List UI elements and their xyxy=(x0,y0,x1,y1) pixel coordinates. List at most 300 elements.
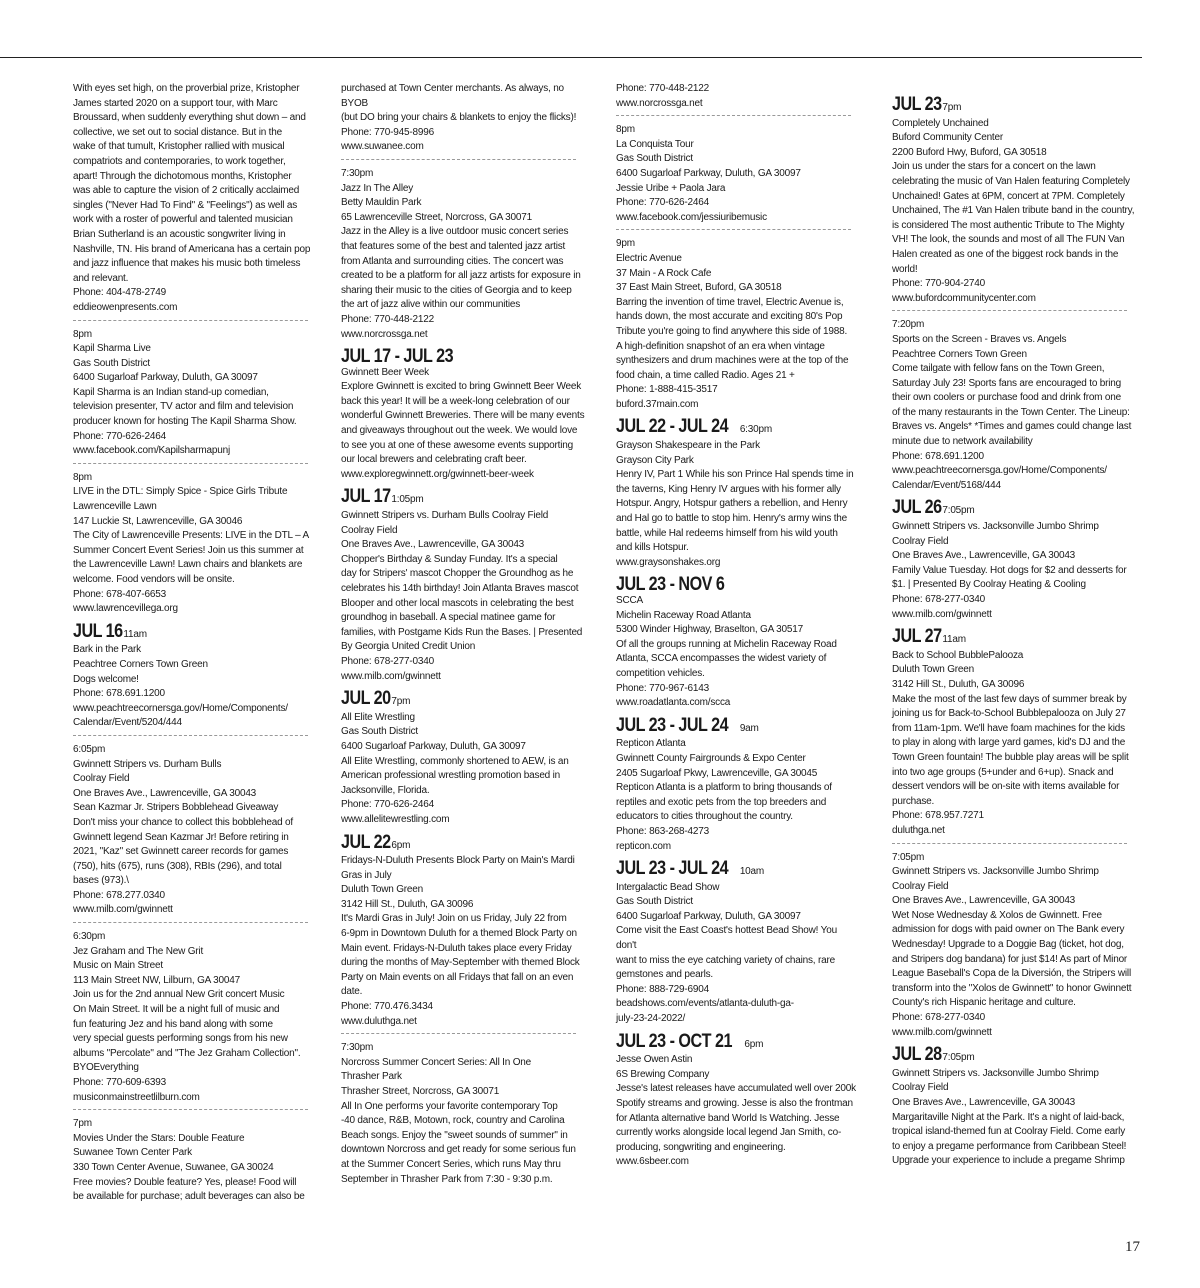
event-entry xyxy=(892,626,1146,838)
event-date: JUL 26 xyxy=(892,497,942,519)
event-text-line: to enjoy a pregame performance from Caribbean Steel! xyxy=(892,1140,1127,1152)
event-text-line: Jessie Uribe + Paola Jara xyxy=(616,182,726,194)
event-text-line: Phone: 770-448-2122 xyxy=(616,83,709,94)
event-text-line: American professional wrestling promotion based in xyxy=(341,770,561,782)
event-text-line: and kills Hotspur. xyxy=(616,542,689,554)
event-text-line: be available for purchase; adult beverages can also be xyxy=(73,1191,305,1203)
event-date: JUL 23 - JUL 24 xyxy=(616,714,729,736)
event-text-line: Suwanee Town Center Park xyxy=(73,1147,192,1159)
event-text-line: Spotify streams and growing. Jesse is also the frontman xyxy=(616,1098,853,1109)
entry-separator xyxy=(341,1033,576,1034)
event-entry xyxy=(73,1117,313,1205)
event-date: JUL 23 - OCT 21 xyxy=(616,1030,732,1052)
entry-separator xyxy=(73,922,308,923)
event-text-line: is considered The most authentic Tribute to The Mighty xyxy=(892,219,1125,231)
event-text-line: Town Green fountain! The bubble play areas will be split xyxy=(892,751,1129,763)
event-text-line: for Atlanta alternative band World Is Watching. Jesse xyxy=(616,1112,840,1124)
event-time: 7pm xyxy=(391,696,411,708)
event-entry xyxy=(616,416,856,570)
event-text-line: James started 2020 on a support tour, with Marc xyxy=(73,97,278,109)
event-text-line: currently works alongside local legend Jan Smith, co- xyxy=(616,1127,842,1139)
event-time: 6:30pm xyxy=(739,424,772,436)
event-text-line: Jesse's latest releases have accumulated well over 200k xyxy=(616,1083,856,1095)
event-text-line: www.milb.com/gwinnett xyxy=(892,608,992,620)
event-text-line: and jazz influence that makes his music both timeless xyxy=(73,258,301,270)
entry-separator xyxy=(616,115,851,116)
event-text-line: Coolray Field xyxy=(892,535,949,547)
event-text-line: joining us for Back-to-School Bubblepalooza on July 27 xyxy=(892,708,1126,720)
event-text-line: and giveaways throughout out the week. We would love xyxy=(341,425,578,437)
event-date-heading xyxy=(616,416,856,438)
event-text-line: All In One performs your favorite contemporary Top xyxy=(341,1100,558,1112)
event-entry xyxy=(73,930,313,1105)
event-text-line: Phone: 770-448-2122 xyxy=(341,313,434,325)
event-time: 7pm xyxy=(942,102,962,113)
event-text-line: 3142 Hill St., Duluth, GA 30096 xyxy=(341,898,474,910)
event-text-line: and Hal go to battle to stop him. Henry's army wins the xyxy=(616,513,848,525)
event-text-line: Free movies? Double feature? Yes, please! Food will xyxy=(73,1176,297,1188)
event-text-line: Jesse Owen Astin xyxy=(616,1054,693,1066)
top-rule xyxy=(0,57,1142,58)
event-text-line: transform into the "Xolos de Gwinnett" to honor Gwinnett xyxy=(892,982,1132,994)
event-text-line: collective, we set out to social distance. But in the xyxy=(73,126,282,138)
event-text-line: Repticon Atlanta xyxy=(616,738,686,750)
column-2 xyxy=(341,82,593,1187)
entry-separator xyxy=(892,843,1127,844)
event-text-line: Grayson City Park xyxy=(616,454,694,466)
event-text-line: admission for dogs with paid owner on The Bank every xyxy=(892,924,1125,936)
event-text-line: www.peachtreecornersga.gov/Home/Components/ xyxy=(73,702,288,714)
event-text-line: Gas South District xyxy=(73,357,150,369)
event-text-line: www.graysonshakes.org xyxy=(616,556,721,568)
event-text-line: the Lawrenceville Lawn! Lawn chairs and blankets are xyxy=(73,559,303,571)
event-date: JUL 23 - JUL 24 xyxy=(616,858,729,880)
event-date: JUL 16 xyxy=(73,620,123,642)
event-entry xyxy=(341,688,593,827)
event-text-line: Lawrenceville Lawn xyxy=(73,501,157,513)
event-text-line: Halen created as one of the biggest rock bands in the xyxy=(892,248,1119,260)
event-date-heading xyxy=(341,688,593,710)
event-text-line: Upgrade your experience to include a pregame Shrimp xyxy=(892,1155,1125,1167)
event-text-line: www.milb.com/gwinnett xyxy=(341,670,441,682)
event-text-line: 330 Town Center Avenue, Suwanee, GA 30024 xyxy=(73,1161,274,1173)
event-text-line: dessert vendors will be on-site with items available for xyxy=(892,781,1120,793)
event-entry xyxy=(341,831,593,1030)
event-text-line: (but DO bring your chairs & blankets to enjoy the flicks)! xyxy=(341,112,577,124)
event-text-line: 113 Main Street NW, Lilburn, GA 30047 xyxy=(73,974,240,986)
event-text-line: bases (973).\ xyxy=(73,875,129,887)
event-entry xyxy=(73,328,313,459)
event-text-line: sharing their music to the cities of Georgia and to keep xyxy=(341,284,572,296)
event-text-line: Phone: 678.957.7271 xyxy=(892,810,984,822)
event-text-line: created to be a platform for all jazz artists for exposure in xyxy=(341,270,581,282)
event-text-line: 9pm xyxy=(616,238,635,250)
event-date: JUL 23 xyxy=(892,94,942,115)
event-text-line: One Braves Ave., Lawrenceville, GA 30043 xyxy=(892,1097,1076,1108)
event-text-line: Electric Avenue xyxy=(616,252,682,264)
event-text-line: Gwinnett Stripers vs. Jacksonville Jumbo Shrimp xyxy=(892,521,1099,533)
event-text-line: 6400 Sugarloaf Parkway, Duluth, GA 30097 xyxy=(616,910,801,922)
event-text-line: world! xyxy=(892,263,918,275)
event-text-line: Phone: 770-626-2464 xyxy=(616,197,709,209)
event-entry xyxy=(892,318,1146,493)
event-entry xyxy=(892,497,1146,622)
entry-separator xyxy=(73,735,308,736)
event-text-line: Fridays-N-Duluth Presents Block Party on Main's Mardi xyxy=(341,855,575,867)
event-text-line: www.milb.com/gwinnett xyxy=(892,1026,992,1038)
event-entry xyxy=(616,123,856,225)
event-text-line: wonderful Gwinnett Breweries. There will be many events xyxy=(341,410,585,422)
event-text-line: celebrating the music of Van Halen featuring Completely xyxy=(892,175,1130,187)
event-text-line: singles ("Never Had To Find" & "Feelings") as well as xyxy=(73,199,298,211)
event-entry xyxy=(616,574,856,710)
event-text-line: reptiles and exotic pets from the top breeders and xyxy=(616,796,827,808)
event-date-heading xyxy=(616,714,856,737)
event-text-line: the taverns, King Henry IV argues with his former ally xyxy=(616,483,841,495)
event-text-line: Jazz In The Alley xyxy=(341,182,414,194)
event-text-line: One Braves Ave., Lawrenceville, GA 30043 xyxy=(892,550,1076,562)
event-text-line: families, with Postgame Kids Run the Bases. | Presented xyxy=(341,626,583,638)
event-date-heading xyxy=(73,620,313,643)
event-text-line: apart! Through the dichotomous months, Kristopher xyxy=(73,170,292,182)
event-text-line: Intergalactic Bead Show xyxy=(616,881,720,893)
event-entry xyxy=(892,94,1146,306)
event-text-line: welcome. Food vendors will be onsite. xyxy=(73,574,235,585)
event-text-line: 37 East Main Street, Buford, GA 30518 xyxy=(616,282,782,294)
event-text-line: LIVE in the DTL: Simply Spice - Spice Girls Tribute xyxy=(73,486,288,498)
event-text-line: 8pm xyxy=(616,124,635,136)
event-text-line: Explore Gwinnett is excited to bring Gwinnett Beer Week xyxy=(341,381,582,393)
entry-separator xyxy=(73,320,308,321)
event-text-line: Gwinnett Stripers vs. Durham Bulls xyxy=(73,758,222,770)
entry-separator xyxy=(341,159,576,160)
event-text-line: Phone: 404-478-2749 xyxy=(73,287,166,299)
event-entry xyxy=(616,1030,856,1170)
entry-separator xyxy=(892,310,1127,311)
event-text-line: Repticon Atlanta is a platform to bring thousands of xyxy=(616,782,832,794)
column-1 xyxy=(73,82,313,1205)
event-time: 6pm xyxy=(391,839,411,851)
event-text-line: Atlanta, SCCA encompasses the widest variety of xyxy=(616,653,827,665)
event-text-line: Sports on the Screen - Braves vs. Angels xyxy=(892,333,1067,345)
event-text-line: It's Mardi Gras in July! Join on us Friday, July 22 from xyxy=(341,913,567,925)
column-4 xyxy=(892,94,1146,1169)
event-text-line: 8pm xyxy=(73,328,92,340)
event-text-line: from 11am-1pm. We'll have foam machines for the kids xyxy=(892,722,1125,734)
event-text-line: Bark in the Park xyxy=(73,644,141,656)
event-text-line: television presenter, TV actor and film and television xyxy=(73,401,294,413)
event-text-line: Don't miss your chance to collect this bobblehead of xyxy=(73,816,293,828)
event-text-line: SCCA xyxy=(616,595,643,606)
event-text-line: Nashville, TN. His brand of Americana has a certain pop xyxy=(73,243,311,255)
event-text-line: synthesizers and drum machines were at the top of the xyxy=(616,355,849,367)
event-text-line: Back to School BubblePalooza xyxy=(892,649,1024,661)
event-text-line: Gwinnett Stripers vs. Jacksonville Jumbo Shrimp xyxy=(892,866,1099,878)
event-text-line: BYOEverything xyxy=(73,1062,139,1074)
event-text-line: www.exploregwinnett.org/gwinnett-beer-week xyxy=(341,468,534,480)
event-text-line: Gras in July xyxy=(341,869,392,881)
event-text-line: 7:20pm xyxy=(892,319,925,331)
event-text-line: work with a roster of powerful and talented musician xyxy=(73,214,293,226)
event-text-line: Kapil Sharma Live xyxy=(73,343,151,355)
event-text-line: Come visit the East Coast's hottest Bead Show! You don't xyxy=(616,925,840,952)
event-text-line: 7pm xyxy=(73,1118,92,1130)
event-date: JUL 28 xyxy=(892,1044,942,1066)
event-date-heading xyxy=(341,486,593,508)
event-text-line: Music on Main Street xyxy=(73,960,163,972)
event-time: 1:05pm xyxy=(391,494,424,506)
event-text-line: Peachtree Corners Town Green xyxy=(73,658,208,670)
event-text-line: A high-definition snapshot of an era when vintage xyxy=(616,340,825,352)
event-text-line: Gas South District xyxy=(616,896,693,908)
event-text-line: Buford Community Center xyxy=(892,132,1004,144)
event-text-line: Phone: 678.691.1200 xyxy=(892,450,984,462)
event-text-line: Unchained, The #1 Van Halen tribute band in the country, xyxy=(892,205,1135,217)
event-text-line: the art of jazz alive within our communities xyxy=(341,299,521,311)
event-text-line: tropical island-themed fun at Coolray Field. Come early xyxy=(892,1126,1125,1138)
event-text-line: Phone: 770-609-6393 xyxy=(73,1077,166,1088)
event-text-line: and relevant. xyxy=(73,272,129,284)
event-date: JUL 22 xyxy=(341,831,391,853)
event-text-line: to see you at one of these awesome events supporting xyxy=(341,439,573,451)
event-text-line: Phone: 770-967-6143 xyxy=(616,682,709,694)
event-text-line: producer known for hosting The Kapil Sharma Show. xyxy=(73,416,297,428)
event-time: 10am xyxy=(739,866,765,878)
event-text-line: that features some of the best and talented jazz artist xyxy=(341,240,566,252)
event-entry xyxy=(341,82,593,155)
event-text-line: july-23-24-2022/ xyxy=(616,1013,686,1025)
event-text-line: 2021, "Kaz" set Gwinnett career records for games xyxy=(73,846,289,858)
event-text-line: Saturday July 23! Sports fans are encouraged to bring xyxy=(892,377,1121,389)
event-text-line: Come tailgate with fellow fans on the Town Green, xyxy=(892,363,1105,375)
event-text-line: back this year! It will be a week-long celebration of our xyxy=(341,395,570,407)
event-text-line: repticon.com xyxy=(616,840,671,852)
event-text-line: 147 Luckie St, Lawrenceville, GA 30046 xyxy=(73,515,243,527)
event-text-line: our local brewers and celebrating craft beer. xyxy=(341,454,527,466)
event-text-line: www.duluthga.net xyxy=(341,1015,417,1027)
event-text-line: Gwinnett Stripers vs. Durham Bulls Coolray Field xyxy=(341,510,549,522)
event-entry xyxy=(73,743,313,918)
event-text-line: Phone: 770-626-2464 xyxy=(73,430,166,442)
event-date-heading xyxy=(892,497,1146,519)
event-text-line: Coolray Field xyxy=(341,524,398,536)
event-text-line: groundhog in baseball. A special matinee game for xyxy=(341,612,556,624)
page-number: 17 xyxy=(1125,1239,1140,1255)
event-text-line: Coolray Field xyxy=(892,880,949,892)
event-text-line: 6:30pm xyxy=(73,931,106,943)
event-date: JUL 22 - JUL 24 xyxy=(616,416,729,438)
event-text-line: Calendar/Event/5168/444 xyxy=(892,479,1001,491)
event-text-line: producing, songwriting and engineering. xyxy=(616,1141,786,1153)
event-text-line: date. xyxy=(341,986,363,998)
event-text-line: to play in along with large yard games, kid's DJ and the xyxy=(892,737,1126,749)
event-text-line: of the many restaurants in the Town Center. The Lineup: xyxy=(892,406,1130,418)
event-text-line: Phone: 770-945-8996 xyxy=(341,126,434,138)
event-text-line: Party on Main events on all Fridays that fall on an even xyxy=(341,971,574,983)
event-text-line: www.facebook.com/jessiuribemusic xyxy=(616,211,767,223)
event-text-line: www.lawrencevillega.org xyxy=(73,603,178,615)
event-text-line: 6-9pm in Downtown Duluth for a themed Block Party on xyxy=(341,928,577,940)
event-entry xyxy=(616,858,856,1027)
event-text-line: Gas South District xyxy=(616,153,693,165)
event-date-heading xyxy=(892,626,1146,648)
event-text-line: Unchained! Gates at 6PM, concert at 7PM. Completely xyxy=(892,190,1125,202)
event-entry xyxy=(73,471,313,617)
event-text-line: at the Summer Concert Series, which runs May thru xyxy=(341,1158,561,1170)
event-text-line: www.roadatlanta.com/scca xyxy=(616,697,731,709)
event-text-line: Betty Mauldin Park xyxy=(341,197,422,209)
event-text-line: Barring the invention of time travel, Electric Avenue is, xyxy=(616,296,844,308)
event-entry xyxy=(892,1044,1146,1169)
event-text-line: hands down, the most accurate and exciting 80's Pop xyxy=(616,311,843,323)
event-text-line: www.norcrossga.net xyxy=(616,97,703,109)
event-text-line: La Conquista Tour xyxy=(616,138,694,150)
event-text-line: Peachtree Corners Town Green xyxy=(892,348,1027,360)
event-text-line: competition vehicles. xyxy=(616,667,705,679)
event-date-heading xyxy=(341,346,593,368)
event-text-line: www.peachtreecornersga.gov/Home/Components/ xyxy=(892,465,1107,477)
event-date-heading xyxy=(616,574,856,596)
event-text-line: Join us under the stars for a concert on the lawn xyxy=(892,161,1096,173)
event-entry xyxy=(73,82,313,316)
event-text-line: celebrates his 14th birthday! Join Atlanta Braves mascot xyxy=(341,583,579,594)
event-text-line: musiconmainstreetlilburn.com xyxy=(73,1091,200,1103)
event-text-line: By Georgia United Credit Union xyxy=(341,641,476,653)
event-text-line: Broussard, when suddenly everything shut down – and xyxy=(73,112,306,124)
event-text-line: Phone: 678-407-6653 xyxy=(73,588,166,600)
event-date: JUL 23 - NOV 6 xyxy=(616,574,725,596)
event-text-line: Jez Graham and The New Grit xyxy=(73,945,204,957)
event-date: JUL 27 xyxy=(892,626,942,648)
event-text-line: from Atlanta and surrounding cities. The concert was xyxy=(341,255,564,267)
event-text-line: VH! The look, the sounds and most of all The FUN Van xyxy=(892,234,1125,246)
event-text-line: The City of Lawrenceville Presents: LIVE in the DTL – A xyxy=(73,530,309,542)
event-entry xyxy=(616,82,856,111)
event-time: 7:05pm xyxy=(942,505,975,517)
event-text-line: food chain, a time called Radio. Ages 21 + xyxy=(616,369,795,381)
event-text-line: 6:05pm xyxy=(73,743,106,755)
event-text-line: Coolray Field xyxy=(73,773,130,785)
event-text-line: 6400 Sugarloaf Parkway, Duluth, GA 30097 xyxy=(341,740,526,752)
event-text-line: 6400 Sugarloaf Parkway, Duluth, GA 30097 xyxy=(73,372,258,384)
event-text-line: Wet Nose Wednesday & Xolos de Gwinnett. Free xyxy=(892,909,1102,921)
event-text-line: gemstones and pearls. xyxy=(616,969,713,981)
event-text-line: 7:05pm xyxy=(892,851,925,863)
event-text-line: duluthga.net xyxy=(892,824,945,836)
event-text-line: -40 dance, R&B, Motown, rock, country and Carolina xyxy=(341,1115,565,1127)
event-text-line: was able to capture the vision of 2 critically acclaimed xyxy=(73,185,300,197)
entry-separator xyxy=(73,463,308,464)
event-text-line: fun featuring Jez and his band along with some xyxy=(73,1018,273,1030)
event-text-line: 6400 Sugarloaf Parkway, Duluth, GA 30097 xyxy=(616,167,801,179)
event-text-line: Norcross Summer Concert Series: All In One xyxy=(341,1056,531,1068)
event-time: 6pm xyxy=(744,1038,764,1050)
event-text-line: Phone: 1-888-415-3517 xyxy=(616,384,718,396)
event-text-line: and Stripers dog bandana) for just $14! As part of Minor xyxy=(892,953,1128,965)
entry-separator xyxy=(616,229,851,230)
event-text-line: www.suwanee.com xyxy=(341,141,424,153)
event-text-line: www.allelitewrestling.com xyxy=(341,813,450,825)
event-entry xyxy=(341,1041,593,1187)
event-entry xyxy=(341,486,593,684)
event-text-line: Wednesday! Upgrade to a Doggie Bag (ticket, hot dog, xyxy=(892,939,1124,951)
event-entry xyxy=(341,167,593,342)
event-text-line: Jacksonville, Florida. xyxy=(341,784,430,796)
event-text-line: All Elite Wrestling xyxy=(341,711,415,723)
event-text-line: Gwinnett Stripers vs. Jacksonville Jumbo Shrimp xyxy=(892,1067,1099,1079)
event-text-line: Braves vs. Angels* *Times and games could change last xyxy=(892,421,1132,433)
event-text-line: wake of that tumult, Kristopher rallied with musical xyxy=(73,141,285,153)
event-entry xyxy=(892,851,1146,1041)
event-text-line: Thrasher Park xyxy=(341,1071,402,1083)
event-text-line: minute due to network availability xyxy=(892,436,1033,448)
event-text-line: Margaritaville Night at the Park. It's a night of laid-back, xyxy=(892,1111,1125,1123)
event-entry xyxy=(616,237,856,412)
event-time: 9am xyxy=(739,722,759,734)
event-text-line: during the months of May-September with themed Block xyxy=(341,957,580,969)
event-text-line: purchase. xyxy=(892,795,935,807)
event-text-line: $1. | Presented By Coolray Heating & Cooling xyxy=(892,579,1086,591)
event-text-line: battle, while Hal redeems himself from his wild youth xyxy=(616,527,838,539)
event-text-line: One Braves Ave., Lawrenceville, GA 30043 xyxy=(341,539,525,551)
event-text-line: 3142 Hill St., Duluth, GA 30096 xyxy=(892,678,1025,690)
event-text-line: Make the most of the last few days of summer break by xyxy=(892,693,1127,705)
event-text-line: 37 Main - A Rock Cafe xyxy=(616,267,712,279)
event-text-line: 8pm xyxy=(73,471,92,483)
event-text-line: Phone: 888-729-6904 xyxy=(616,983,709,995)
event-entry xyxy=(73,620,313,731)
event-text-line: Of all the groups running at Michelin Raceway Road xyxy=(616,638,837,650)
event-text-line: Thrasher Street, Norcross, GA 30071 xyxy=(341,1086,500,1097)
event-text-line: Calendar/Event/5204/444 xyxy=(73,717,182,729)
event-text-line: 7:30pm xyxy=(341,1042,374,1054)
event-text-line: (750), hits (675), runs (308), RBIs (296), and total xyxy=(73,860,282,872)
event-text-line: All Elite Wrestling, commonly shortened to AEW, is an xyxy=(341,755,569,767)
event-text-line: buford.37main.com xyxy=(616,398,699,410)
event-text-line: albums "Percolate" and "The Jez Graham Collection". xyxy=(73,1047,301,1059)
event-text-line: Dogs welcome! xyxy=(73,673,139,685)
event-text-line: Jazz in the Alley is a live outdoor music concert series xyxy=(341,226,569,238)
event-text-line: Beach songs. Enjoy the "sweet sounds of summer" in xyxy=(341,1129,568,1141)
event-date: JUL 17 - JUL 23 xyxy=(341,346,454,368)
event-text-line: 2405 Sugarloaf Pkwy, Lawrenceville, GA 30045 xyxy=(616,767,818,779)
event-text-line: beadshows.com/events/atlanta-duluth-ga- xyxy=(616,998,794,1010)
event-text-line: 6S Brewing Company xyxy=(616,1068,710,1080)
event-text-line: Henry IV, Part 1 While his son Prince Hal spends time in xyxy=(616,469,854,481)
event-text-line: Movies Under the Stars: Double Feature xyxy=(73,1132,245,1144)
event-text-line: www.6sbeer.com xyxy=(616,1156,689,1168)
event-text-line: Phone: 678-277-0340 xyxy=(892,594,985,605)
event-text-line: Join us for the 2nd annual New Grit concert Music xyxy=(73,989,285,1001)
event-time: 11am xyxy=(123,628,147,640)
event-text-line: Phone: 770-626-2464 xyxy=(341,799,434,811)
event-date-heading xyxy=(892,1044,1146,1066)
entry-separator xyxy=(73,1109,308,1110)
event-text-line: Phone: 863-268-4273 xyxy=(616,825,709,837)
event-text-line: Duluth Town Green xyxy=(341,884,424,896)
event-text-line: Grayson Shakespeare in the Park xyxy=(616,440,760,452)
event-text-line: www.bufordcommunitycenter.com xyxy=(892,292,1036,304)
event-text-line: 5300 Winder Highway, Braselton, GA 30517 xyxy=(616,624,803,636)
event-text-line: Phone: 770.476.3434 xyxy=(341,1001,433,1013)
event-text-line: Duluth Town Green xyxy=(892,664,975,676)
event-text-line: their own coolers or purchase food and drink from one xyxy=(892,392,1121,404)
event-text-line: 7:30pm xyxy=(341,167,374,179)
event-text-line: Chopper's Birthday & Sunday Funday. It's a special xyxy=(341,553,558,565)
event-text-line: Phone: 678.691.1200 xyxy=(73,688,165,700)
event-text-line: Phone: 770-904-2740 xyxy=(892,278,985,290)
event-text-line: Completely Unchained xyxy=(892,117,989,129)
